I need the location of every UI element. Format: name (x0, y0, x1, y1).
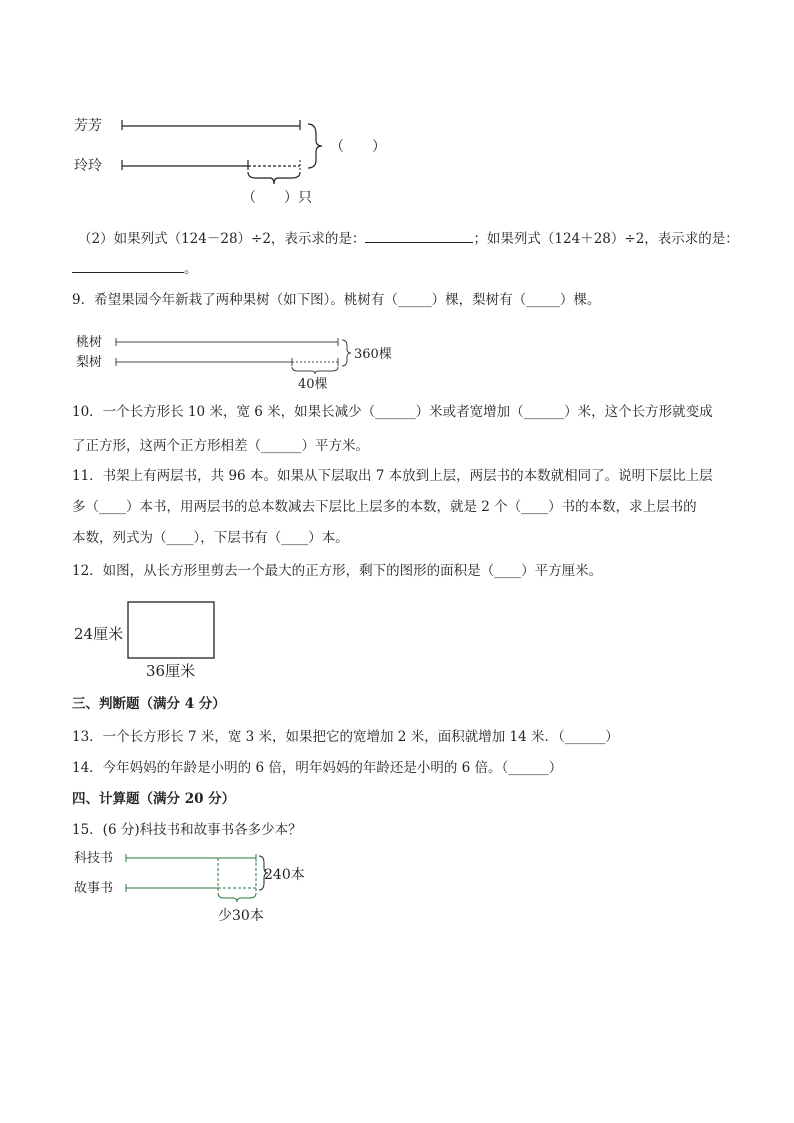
diagram-q15-bottom-brace (218, 893, 256, 902)
diagram-q9-bottom-brace (292, 367, 338, 374)
diagram-q12 (72, 596, 232, 682)
q9-text: 9．希望果园今年新栽了两种果树（如下图）。桃树有（_____）棵，梨树有（_____）棵。 (72, 292, 601, 308)
q15-text: 15．(6 分)科技书和故事书各多少本？ (72, 822, 302, 838)
q12-text: 12．如图，从长方形里剪去一个最大的正方形，剩下的图形的面积是（____）平方厘米。 (72, 563, 603, 579)
diagram-q8-right-brace (308, 124, 322, 168)
q11-line3: 本数，列式为（____），下层书有（____）本。 (72, 530, 349, 546)
q10-line2: 了正方形，这两个正方形相差（______）平方米。 (72, 438, 369, 454)
q8-answer-blank-2[interactable] (72, 258, 184, 273)
diagram-q15-label-b: 故事书 (74, 881, 114, 896)
diagram-q9-label-b: 梨树 (76, 355, 103, 370)
q8-part2-text-b: ；如果列式（124＋28）÷2，表示求的是： (473, 231, 739, 247)
diagram-q12-height-label: 24厘米 (74, 625, 124, 643)
q11-line1: 11．书架上有两层书，共 96 本。如果从下层取出 7 本放到上层，两层书的本数就相同了。说明下层比上层 (72, 468, 713, 484)
diagram-q8-label-b: 玲玲 (74, 158, 102, 174)
section-3-title: 三、判断题（满分 4 分） (72, 696, 226, 712)
q10-line1: 10．一个长方形长 10 米，宽 6 米，如果长减少（______）米或者宽增加（______）米，这个长方形就变成 (72, 404, 713, 420)
q8-part2-line1 (78, 228, 739, 249)
q8-part2-text-a: （2）如果列式（124－28）÷2，表示求的是： (78, 231, 366, 247)
diagram-q9-total: 360棵 (354, 347, 392, 362)
diagram-q15-diff: 少30本 (218, 908, 264, 924)
diagram-q15 (70, 844, 330, 928)
diagram-q15-total: 240本 (264, 867, 305, 883)
q8-answer-blank-1[interactable] (365, 228, 473, 243)
q8-part2-line2 (72, 258, 198, 279)
diagram-q9 (72, 328, 402, 392)
diagram-q8-bottom-brace (248, 172, 300, 184)
q8-part2-end: 。 (184, 261, 198, 277)
diagram-q8-bracket-bottom: （ ）只 (242, 190, 312, 206)
diagram-q8-bracket-right: （ ） (330, 139, 386, 155)
q14-text: 14．今年妈妈的年龄是小明的 6 倍，明年妈妈的年龄还是小明的 6 倍。（______） (72, 760, 563, 776)
diagram-q12-width-label: 36厘米 (146, 662, 196, 680)
diagram-q9-right-brace (342, 340, 351, 366)
diagram-q15-label-a: 科技书 (74, 851, 114, 866)
diagram-q9-label-a: 桃树 (76, 335, 103, 350)
diagram-q8-label-a: 芳芳 (74, 118, 102, 134)
diagram-q12-rectangle (128, 602, 214, 658)
q13-text: 13．一个长方形长 7 米，宽 3 米，如果把它的宽增加 2 米，面积就增加 14 米．（______） (72, 729, 619, 745)
diagram-q9-diff: 40棵 (298, 377, 328, 392)
q11-line2: 多（____）本书，用两层书的总本数减去下层比上层多的本数，就是 2 个（____）书的本数，求上层书的 (72, 499, 697, 515)
section-4-title: 四、计算题（满分 20 分） (72, 791, 236, 807)
diagram-q8 (70, 108, 400, 208)
